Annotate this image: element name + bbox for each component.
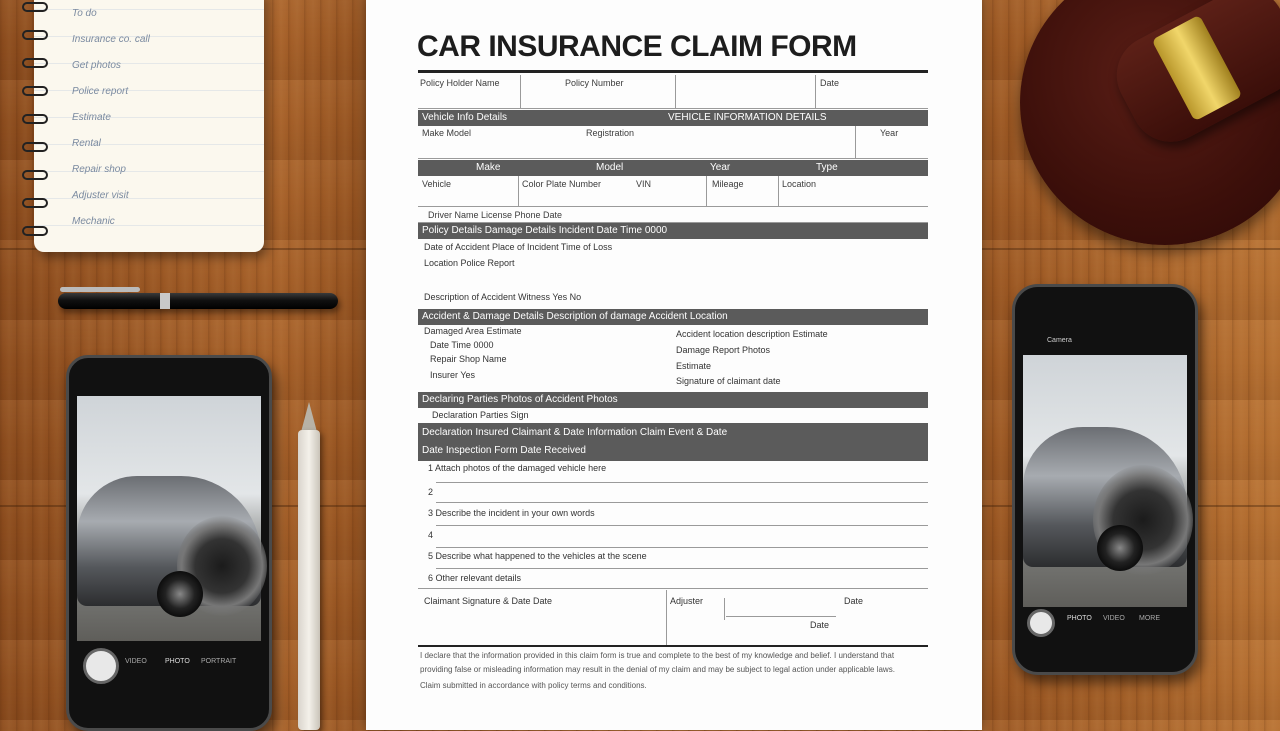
section-title: Accident & Damage Details Description of damage Accident Location [422, 311, 728, 322]
spiral-notebook [34, 0, 264, 252]
notebook-note: Get photos [72, 60, 121, 71]
section-line: Damage Report Photos [676, 345, 771, 355]
section-line: Date of Accident Place of Incident Time of Loss [424, 242, 613, 252]
notebook-note: Insurance co. call [72, 34, 150, 45]
field-label: Policy Number [565, 78, 624, 88]
camera-mode-label: VIDEO [1103, 615, 1125, 622]
camera-mode-label: VIDEO [125, 658, 147, 665]
table-column-header: Make [476, 162, 501, 173]
footer-box-label: Claimant Signature & Date Date [424, 596, 553, 606]
field-divider [706, 176, 707, 206]
row-line [436, 547, 928, 548]
table-column-header: Year [710, 162, 731, 173]
section-line: Estimate [676, 361, 712, 371]
table-cell: Location [782, 179, 817, 189]
declaration-text: providing false or misleading information may result in the denial of my claim and may be subject to legal action under applicable laws. [420, 665, 895, 674]
title-rule [418, 70, 928, 73]
field-label: Make Model [422, 128, 472, 138]
row-line [418, 158, 928, 159]
section-line: Location Police Report [424, 258, 515, 268]
numbered-line: 4 [428, 530, 434, 540]
form-title: CAR INSURANCE CLAIM FORM [417, 30, 857, 63]
camera-mode-label: MORE [1139, 615, 1160, 622]
section-header [418, 223, 928, 239]
field-label: Registration [586, 128, 635, 138]
notebook-note: Rental [72, 138, 101, 149]
section-title: Declaration Insured Claimant & Date Information Claim Event & Date [422, 427, 728, 438]
section-header [418, 423, 928, 461]
notebook-spiral [22, 114, 48, 124]
pen-band [160, 293, 170, 309]
section-line: Description of Accident Witness Yes No [424, 292, 582, 302]
notebook-note: Estimate [72, 112, 111, 123]
footer-box-label: Date [844, 596, 864, 606]
phone-left [66, 355, 272, 731]
section-line: Date Time 0000 [430, 340, 494, 350]
phone-right [1012, 284, 1198, 675]
footer-rule [418, 645, 928, 647]
section-line: Insurer Yes [430, 370, 476, 380]
notebook-spiral [22, 2, 48, 12]
declaration-text: I declare that the information provided in this claim form is true and complete to the best of my knowledge and belief. I understand that [420, 651, 895, 660]
table-cell: Mileage [712, 179, 744, 189]
pencil [298, 430, 320, 730]
table-column-header: Model [596, 162, 624, 173]
footer-box-label: Date [810, 620, 830, 630]
row-line [436, 502, 928, 503]
field-label: Driver Name License Phone Date [428, 210, 563, 220]
car-wheel [1097, 525, 1143, 571]
field-divider [724, 598, 725, 620]
field-divider [520, 75, 521, 109]
row-line [418, 588, 928, 589]
section-header [418, 110, 928, 126]
numbered-line: 1 Attach photos of the damaged vehicle here [428, 463, 607, 473]
notebook-note: Mechanic [72, 216, 115, 227]
section-line: Accident location description Estimate [676, 329, 828, 339]
notebook-note: Police report [72, 86, 129, 97]
section-header [418, 309, 928, 325]
field-divider [675, 75, 676, 109]
section-line: Damaged Area Estimate [424, 326, 522, 336]
section-title: Declaring Parties Photos of Accident Photos [422, 394, 618, 405]
row-line [436, 568, 928, 569]
row-line [436, 482, 928, 483]
table-cell: Color Plate Number [522, 179, 602, 189]
fountain-pen [58, 293, 338, 309]
camera-app-label: Camera [1047, 337, 1072, 344]
field-divider [666, 590, 667, 645]
row-line [436, 525, 928, 526]
declaration-text: Claim submitted in accordance with policy terms and conditions. [420, 681, 647, 690]
camera-mode-label: PHOTO [165, 658, 190, 665]
numbered-line: 2 [428, 487, 434, 497]
row-line [418, 206, 928, 207]
field-label: Date [820, 78, 840, 88]
section-line: Signature of claimant date [676, 376, 781, 386]
row-line [418, 108, 928, 109]
notebook-spiral [22, 58, 48, 68]
notebook-note: Adjuster visit [72, 190, 129, 201]
notebook-spiral [22, 30, 48, 40]
car-wheel [157, 571, 203, 617]
section-title: Policy Details Damage Details Incident Date Time 0000 [422, 225, 668, 236]
notebook-spiral [22, 226, 48, 236]
notebook-note: To do [72, 8, 97, 19]
field-label: Policy Holder Name [420, 78, 500, 88]
field-divider [855, 126, 856, 158]
phone-left-photo [77, 396, 261, 641]
camera-mode-label: PORTRAIT [201, 658, 237, 665]
table-cell: VIN [636, 179, 652, 189]
numbered-line: 3 Describe the incident in your own words [428, 508, 595, 518]
camera-mode-label: PHOTO [1067, 615, 1092, 622]
field-label: Year [880, 128, 899, 138]
table-cell: Vehicle [422, 179, 452, 189]
section-header [418, 392, 928, 408]
pen-clip [60, 287, 140, 292]
numbered-line: 6 Other relevant details [428, 573, 522, 583]
section-title: Vehicle Info Details [422, 112, 508, 123]
field-divider [778, 176, 779, 206]
field-divider [518, 176, 519, 206]
pencil-tip [301, 402, 317, 432]
numbered-line: 5 Describe what happened to the vehicles at the scene [428, 551, 647, 561]
table-column-header: Type [816, 162, 838, 173]
section-title: VEHICLE INFORMATION DETAILS [668, 112, 827, 123]
notebook-spiral [22, 86, 48, 96]
row-line [726, 616, 836, 617]
shutter-button[interactable] [1027, 609, 1055, 637]
notebook-note: Repair shop [72, 164, 126, 175]
notebook-spiral [22, 198, 48, 208]
phone-right-photo [1023, 355, 1187, 607]
shutter-button[interactable] [83, 648, 119, 684]
section-line: Declaration Parties Sign [432, 410, 529, 420]
table-header [418, 160, 928, 176]
section-subtitle: Date Inspection Form Date Received [422, 445, 586, 456]
section-line: Repair Shop Name [430, 354, 507, 364]
footer-box-label: Adjuster [670, 596, 704, 606]
field-divider [815, 75, 816, 109]
notebook-spiral [22, 170, 48, 180]
notebook-spiral [22, 142, 48, 152]
